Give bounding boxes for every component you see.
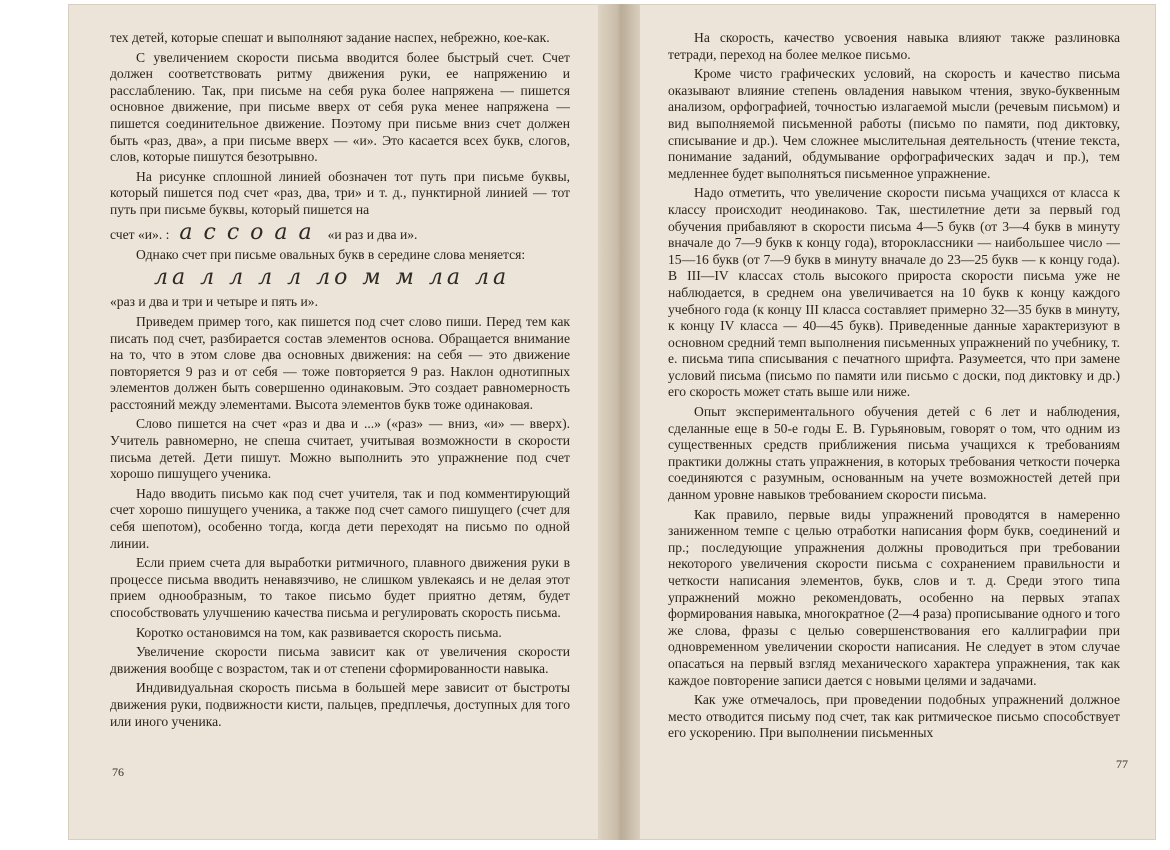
paragraph: Слово пишется на счет «раз и два и ...» («раз» — вниз, «и» — вверх). Учитель равномерно, не спеша считает, учитывая возможности в скорости письма детей. Дети пишут. Можно выполнить это упражнение под счет хорошо пишущего ученика. (110, 416, 570, 482)
paragraph: Как уже отмечалось, при проведении подобных упражнений должное место отводится письму под счет, так как ритмическое письмо способствует его ускорению. При выполнении письменных (668, 692, 1120, 741)
paragraph: Как правило, первые виды упражнений проводятся в намеренно заниженном темпе с целью отработки написания форм букв, соединений и пр.; последующие упражнения должны проводиться при требовании некоторого увеличения скорости письма с сохранением правильности и четкости написания элементов, букв, слов и т. д. Среди этого типа упражнений можно рекомендовать, особенно на первых этапах формирования навыка, многократное (2—4 раза) прописывание одного и того же слова, фразы с целью совершенствования его каллиграфии при одновременном увеличении скорости написания. Не следует в этом случае опасаться на первый взгляд механического характера упражнения, так как каждое повторение записи дается с новыми целями и задачами. (668, 506, 1120, 688)
paragraph: Увеличение скорости письма зависит как от увеличения скорости движения вообще с возрастом, так и от степени сформированности навыка. (110, 644, 570, 676)
paragraph: Опыт экспериментального обучения детей с 6 лет и наблюдения, сделанные еще в 50-е годы Е. В. Гурьяновым, говорят о том, что одним из существенных средств приближения письма учащихся к требованиям практики должны стать упражнения, в которых требования четкости почерка соединяются с разумным, основанным на учете возможностей детей при данном уровне навыков требованием скорости письма. (668, 404, 1120, 503)
paragraph: С увеличением скорости письма вводится более быстрый счет. Счет должен соответствовать ритму движения руки, ее напряжению и расслаблению. Так, при письме на себя рука более напряжена — пишется основное движение, при письме вверх от себя рука менее напряжена — пишется соединительное движение. Поэтому при письме вниз счет должен быть «раз, два», а при письме вверх — «и». Это касается всех букв, слогов, слов, которые пишутся безотрывно. (110, 49, 570, 165)
handwriting-example-2: ла л л л л ло м м ла ла (154, 264, 511, 290)
book-gutter (598, 4, 640, 840)
example-trail: «и раз и два и». (327, 226, 418, 242)
paragraph: тех детей, которые спешат и выполняют задание наспех, небрежно, кое-как. (110, 30, 550, 45)
handwriting-example-1 (110, 219, 570, 245)
paragraph: На рисунке сплошной линией обозначен тот путь при письме буквы, который пишется под счет «раз, два, три» и т. д., пунктирной линией — тот путь при письме буквы, который пишется на (110, 168, 570, 217)
paragraph: На скорость, качество усвоения навыка влияют также разлиновка тетради, переход на более мелкое письмо. (668, 30, 1120, 62)
page-number-right: 77 (1116, 757, 1128, 771)
example-lead: счет «и». : (110, 226, 170, 242)
paragraph: Если прием счета для выработки ритмичного, плавного движения руки в процессе письма вводить ненавязчиво, не слишком увлекаясь и не делая этот прием однообразным, то такое письмо будет приятно детям, будет способствовать улучшению качества письма и регулировать скорость письма. (110, 555, 570, 620)
left-page (110, 30, 570, 733)
paragraph: Индивидуальная скорость письма в большей мере зависит от быстроты движения руки, подвижности кисти, пальцев, предплечья, доступных для того или иного ученика. (110, 680, 570, 729)
handwriting-script: а с с о а а (179, 219, 314, 245)
paragraph: Однако счет при письме овальных букв в середине слова меняется: (136, 247, 526, 263)
count-line: «раз и два и три и четыре и пять и». (110, 294, 318, 310)
paragraph: Кроме чисто графических условий, на скорость и качество письма оказывают влияние степень овладения навыком чтения, звуко-буквенным анализом, орфографией, точностью излагаемой мысли (речевым письмом) и вид выполняемой письменной работы (письмо по памяти, под диктовку, списывание и др.). Чем сложнее мыслительная деятельность (чтение текста, понимание заданий, обдумывание орфографических задач и пр.), тем медленнее будет выполняться письменное упражнение. (668, 66, 1120, 181)
paragraph: Надо отметить, что увеличение скорости письма учащихся от класса к классу происходит неодинаково. Так, шестилетние дети за первый год обучения прибавляют в скорости письма 4—5 букв (от 3—4 букв в минуту вначале до 7—9 букв к концу года), второклассники — наибольшее число — 15—16 букв (от 7—9 букв в минуту вначале до 23—25 букв — к концу года). В III—IV классах столь высокого прироста скорости письма уже не наблюдается, в среднем она увеличивается на 10 букв к концу каждого учебного года (к концу III класса составляет примерно 32—35 букв в минуту, к концу IV класса — 40—45 букв). Приведенные данные характеризуют в основном средний темп выполнения письменных упражнений по учебнику, т. е. письма типа списывания с печатного шрифта. Разумеется, что при замене условий письма (письмо по памяти или письмо с доски, под диктовку и др.) его скорость может стать выше или ниже. (668, 185, 1120, 400)
paragraph: Коротко остановимся на том, как развивается скорость письма. (136, 624, 502, 640)
right-page (668, 30, 1120, 745)
paragraph: Приведем пример того, как пишется под счет слово пиши. Перед тем как писать под счет, разбирается состав элементов основа. Обращается внимание на то, что в этом слове два основных движения: на себя — это движение повторяется 9 раз и от себя — тоже повторяется 9 раз. Наклон однотипных элементов должен быть совершенно одинаковым. Это создает равномерность расстояний между элементами. Высота элементов букв тоже одинаковая. (110, 313, 570, 412)
paragraph: Надо вводить письмо как под счет учителя, так и под комментирующий счет хорошо пишущего ученика, а также под счет самого пишущего (счет для себя шепотом), особенно тогда, когда дети переходят на письмо по одной линии. (110, 485, 570, 551)
page-number-left: 76 (112, 765, 124, 779)
